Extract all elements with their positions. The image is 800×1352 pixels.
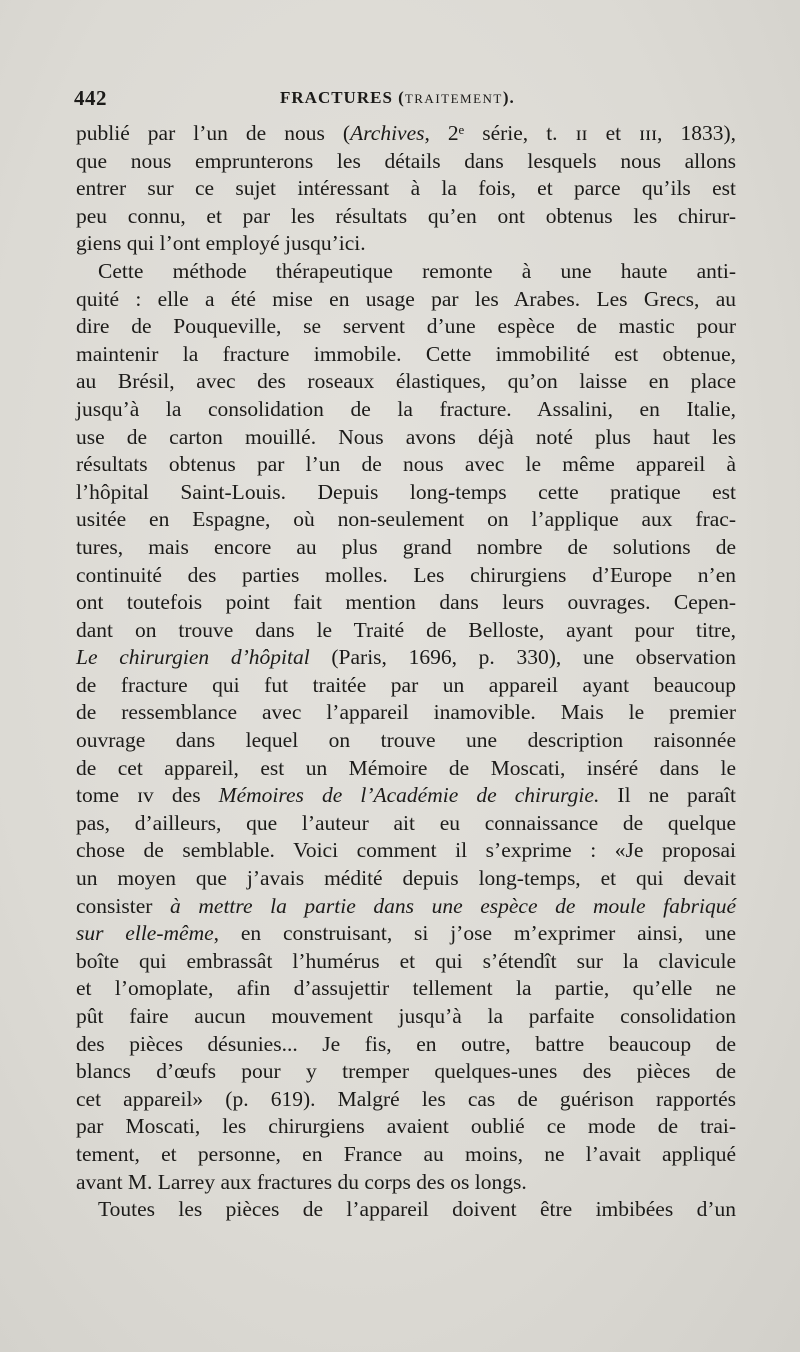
- text-line: pût faire aucun mouvement jusqu’à la parfaite consolidation: [76, 1004, 736, 1028]
- text-line: ont toutefois point fait mention dans leurs ouvrages. Cepen-: [76, 590, 736, 615]
- text-line: l’hôpital Saint-Louis. Depuis long-temps cette pratique est: [76, 479, 736, 504]
- paragraph-start-line: Cette méthode thérapeutique remonte à une haute anti-: [98, 258, 736, 283]
- text-line: chose de semblable. Voici comment il s’exprime : «Je proposai: [76, 838, 736, 863]
- text-line: sur elle-même, en construisant, si j’ose m’exprimer ainsi, une: [76, 921, 736, 946]
- running-title: [280, 88, 515, 108]
- italic-title: Archives: [350, 121, 425, 145]
- text-line: dant on trouve dans le Traité de Belloste, ayant pour titre,: [76, 617, 736, 642]
- running-title-main: FRACTURES (: [280, 88, 405, 107]
- text-line: un moyen que j’avais médité depuis long-temps, et qui devait: [76, 866, 736, 891]
- text-line: résultats obtenus par l’un de nous avec le même appareil à: [76, 452, 736, 477]
- text-line: de fracture qui fut traitée par un appareil ayant beaucoup: [76, 672, 736, 697]
- paragraph-start-line: Toutes les pièces de l’appareil doivent être imbibées d’un: [98, 1197, 736, 1222]
- italic-title: Le chirurgien d’hôpital: [76, 645, 310, 670]
- body-text: [76, 120, 736, 1224]
- text-line: quité : elle a été mise en usage par les Arabes. Les Grecs, au: [76, 286, 736, 311]
- italic-quote: à mettre la partie dans une espèce de moule fabriqué: [170, 893, 736, 918]
- text-line: avant M. Larrey aux fractures du corps des os longs.: [76, 1169, 527, 1194]
- text-line: des pièces désunies... Je fis, en outre, battre beaucoup de: [76, 1031, 736, 1056]
- text-line: dire de Pouqueville, se servent d’une espèce de mastic pour: [76, 314, 736, 339]
- text-line: tome ɪᴠ des Mémoires de l’Académie de chirurgie. Il ne paraît: [76, 783, 736, 808]
- text-line: que nous emprunterons les détails dans lesquels nous allons: [76, 148, 736, 173]
- text-line: jusqu’à la consolidation de la fracture. Assalini, en Italie,: [76, 396, 736, 421]
- running-header: [74, 86, 734, 114]
- italic-quote: sur elle-même: [76, 921, 214, 946]
- running-title-end: ).: [502, 88, 515, 107]
- text-line: de cet appareil, est un Mémoire de Moscati, inséré dans le: [76, 755, 736, 780]
- text-line: publié par l’un de nous (Archives, 2ᵉ série, t. ɪɪ et ɪɪɪ, 1833),: [76, 121, 736, 145]
- text-line: ouvrage dans lequel on trouve une description raisonnée: [76, 728, 736, 753]
- text-line: pas, d’ailleurs, que l’auteur ait eu connaissance de quelque: [76, 810, 736, 835]
- text-line: boîte qui embrassât l’humérus et qui s’étendît sur la clavicule: [76, 948, 736, 973]
- text-line: Le chirurgien d’hôpital (Paris, 1696, p. 330), une observation: [76, 645, 736, 670]
- text-line: usitée en Espagne, où non-seulement on l’applique aux frac-: [76, 507, 736, 532]
- text-line: cet appareil» (p. 619). Malgré les cas de guérison rapportés: [76, 1086, 736, 1111]
- text-line: et l’omoplate, afin d’assujettir tellement la partie, qu’elle ne: [76, 976, 736, 1001]
- text-line: peu connu, et par les résultats qu’en ont obtenus les chirur-: [76, 203, 736, 228]
- text-line: de ressemblance avec l’appareil inamovible. Mais le premier: [76, 700, 736, 725]
- text-line: continuité des parties molles. Les chirurgiens d’Europe n’en: [76, 562, 736, 587]
- text-line: par Moscati, les chirurgiens avaient oublié ce mode de trai-: [76, 1114, 736, 1139]
- text-line: giens qui l’ont employé jusqu’ici.: [76, 231, 366, 256]
- text-line: tement, et personne, en France au moins, ne l’avait appliqué: [76, 1141, 736, 1166]
- running-title-small-caps: TRAITEMENT: [404, 91, 503, 106]
- page-number: 442: [74, 86, 107, 110]
- text-line: consister à mettre la partie dans une espèce de moule fabriqué: [76, 893, 736, 918]
- italic-title: Mémoires de l’Académie de chirurgie.: [218, 783, 600, 808]
- text-line: entrer sur ce sujet intéressant à la fois, et parce qu’ils est: [76, 176, 736, 201]
- text-line: maintenir la fracture immobile. Cette immobilité est obtenue,: [76, 341, 736, 366]
- text-line: au Brésil, avec des roseaux élastiques, qu’on laisse en place: [76, 369, 736, 394]
- text-line: use de carton mouillé. Nous avons déjà noté plus haut les: [76, 424, 736, 449]
- text-line: tures, mais encore au plus grand nombre de solutions de: [76, 534, 736, 559]
- text-line: blancs d’œufs pour y tremper quelques-unes des pièces de: [76, 1059, 736, 1084]
